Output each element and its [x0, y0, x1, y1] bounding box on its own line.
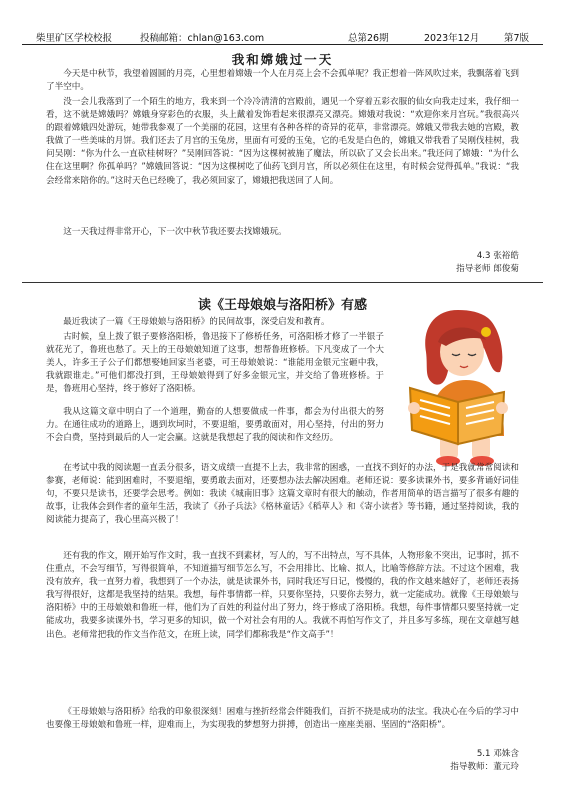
article2-paragraph: 在考试中我的阅读题一直丢分很多，语文成绩一直提不上去，我非常的困惑，一直找不到好的办法，于是我就常常阅读和参赛，老师说：能到困难时，不要退缩，要勇敢去面对，还要想办法去解决困难。老师还说：要多读课外书，要多背诵好词佳句，不要只是读书，还要学会思考。例如：我读《城南旧事》这篇文章时有很大的触动，作者用简单的语言描写了很多有趣的故事，让我体会到作者的童年生活，我读了《孙子兵法》《格林童话》《稻草人》和《寄小读者》等书籍，通过坚持阅读，我的阅读能力提高了，我心里高兴极了！ — [46, 463, 519, 526]
article2-title: 读《王母娘娘与洛阳桥》有感 — [197, 298, 367, 313]
article1-teacher: 指导老师 郎俊菊 — [456, 264, 519, 274]
article1-paragraph: 这一天我过得非常开心，下一次中秋节我还要去找嫦娥玩。 — [63, 227, 287, 237]
article1-signature — [456, 250, 519, 276]
article2-author: 5.1 邓姝含 — [476, 749, 519, 759]
article2-paragraph: 我从这篇文章中明白了一个道理，勤奋的人想要做成一件事，都会为付出很大的努力。在通往成功的道路上，遇到坎坷时，不要退缩，要勇敢面对，用心坚持，付出的努力不会白费，坚持到最后的人一定会赢。这就是我想起了我的阅读和作文经历。 — [46, 407, 384, 444]
edition-number: 第7版 — [504, 33, 530, 44]
article2-paragraph: 还有我的作文，刚开始写作文时，我一直找不到素材，写人的，写不出特点，写不具体，人物形象不突出，记事时，抓不住重点，不会写细节，写得很简单，不知道描写细节怎么写，不会用排比、比喻、拟人，比喻等修辞方法。不过这个困难，我没有放弃，我一直努力着，我想到了一个办法，就是读课外书，同时我还写日记，慢慢的，我的作文越来越好了，老师还表扬我写得很好，这都是我坚持的结果。我想，每件事情都一样，只要你坚持，只要你去努力，就一定能成功。就像《王母娘娘与洛阳桥》中的王母娘娘和鲁班一样，他们为了百姓的利益付出了努力，终于修成了洛阳桥。我想，每件事情都只要坚持就一定能成功，我要多读课外书，学习更多的知识，做一个对社会有用的人。我就不再怕写作文了，并且多写多练，现在文章越写越出色。老师常把我的作文当作范文，在班上读，同学们都称我是“作文高手”！ — [46, 551, 519, 640]
article1-paragraph: 今天是中秋节，我望着圆圆的月亮，心里想着嫦娥一个人在月亮上会不会孤单呢？我正想着一阵风吹过来，我飘落着飞到了半空中。 — [46, 69, 519, 93]
article2-paragraph: 古时候，皇上拨了银子要修洛阳桥，鲁迅接下了修桥任务，可洛阳桥才修了一半银子就花光了，鲁班也愁了。天上的王母娘娘知道了这事，想帮鲁班修桥。下凡变成了一个大美人，许多王子公子们都想娶她回家当老婆，可王母娘娘说：“谁能用金银元宝砸中我，我就跟谁走。”可他们都没打到，王母娘娘得到了好多金银元宝，并交给了鲁班修桥。于是，鲁班用心坚持，终于修好了洛阳桥。 — [46, 332, 384, 395]
article1-title: 我和嫦娥过一天 — [231, 52, 334, 67]
issue-date: 2023年12月 — [424, 33, 480, 44]
article2-signature — [450, 748, 519, 774]
article2-paragraph: 《王母娘娘与洛阳桥》给我的印象很深刻！困难与挫折经常会伴随我们，百折不挠是成功的法宝。我决心在今后的学习中也要像王母娘娘和鲁班一样，迎难而上，为实现我的梦想努力拼搏，创造出一座座美丽、坚固的“洛阳桥”。 — [46, 707, 519, 731]
school-name: 柴里矿区学校校报 — [36, 33, 113, 44]
submission-email: 投稿邮箱：chlan@163.com — [140, 33, 265, 44]
article2-paragraph: 最近我读了一篇《王母娘娘与洛阳桥》的民间故事，深受启发和教育。 — [63, 317, 330, 327]
article1-paragraph: 没一会儿我落到了一个陌生的地方，我来到一个冷冷清清的宫殿前，遇见一个穿着五彩衣服的仙女向我走过来，我仔细一看，这不就是嫦娥吗？嫦娥身穿彩色的衣服，头上戴着发饰看起来很漂亮又漂亮。嫦娥对我说：“欢迎你来月宫玩。”我很高兴的跟着嫦娥四处游玩，她带我参观了一个美丽的花园，这里有各种各样的奇异的花草，非常漂亮。嫦娥又带我去她的宫殿，教我做了一些美味的月饼。我们还去了月宫的玉兔房，里面有可爱的玉兔，它的毛发是白色的，嫦娥又带我看了吴刚伐桂树，我问吴刚：“你为什么一直砍桂树呀？”吴刚回答说：“因为这棵树被施了魔法，所以砍了又会长出来。”我还问了嫦娥：“为什么住在这里啊？你孤单吗？”嫦娥回答说：“因为这棵树吃了仙药飞到月宫，所以必须住在这里，有时候会觉得孤单。”我说：“我会经常来陪你的。”这时天色已经晚了，我必须回家了，嫦娥把我送回了人间。 — [46, 97, 519, 186]
issue-number: 总第26期 — [348, 33, 389, 44]
article2-teacher: 指导教师：董元玲 — [450, 762, 519, 772]
article1-author: 4.3 张裕皓 — [476, 251, 519, 261]
page-header — [22, 28, 543, 45]
girl-reading-illustration — [388, 296, 540, 466]
section-divider — [22, 282, 543, 283]
